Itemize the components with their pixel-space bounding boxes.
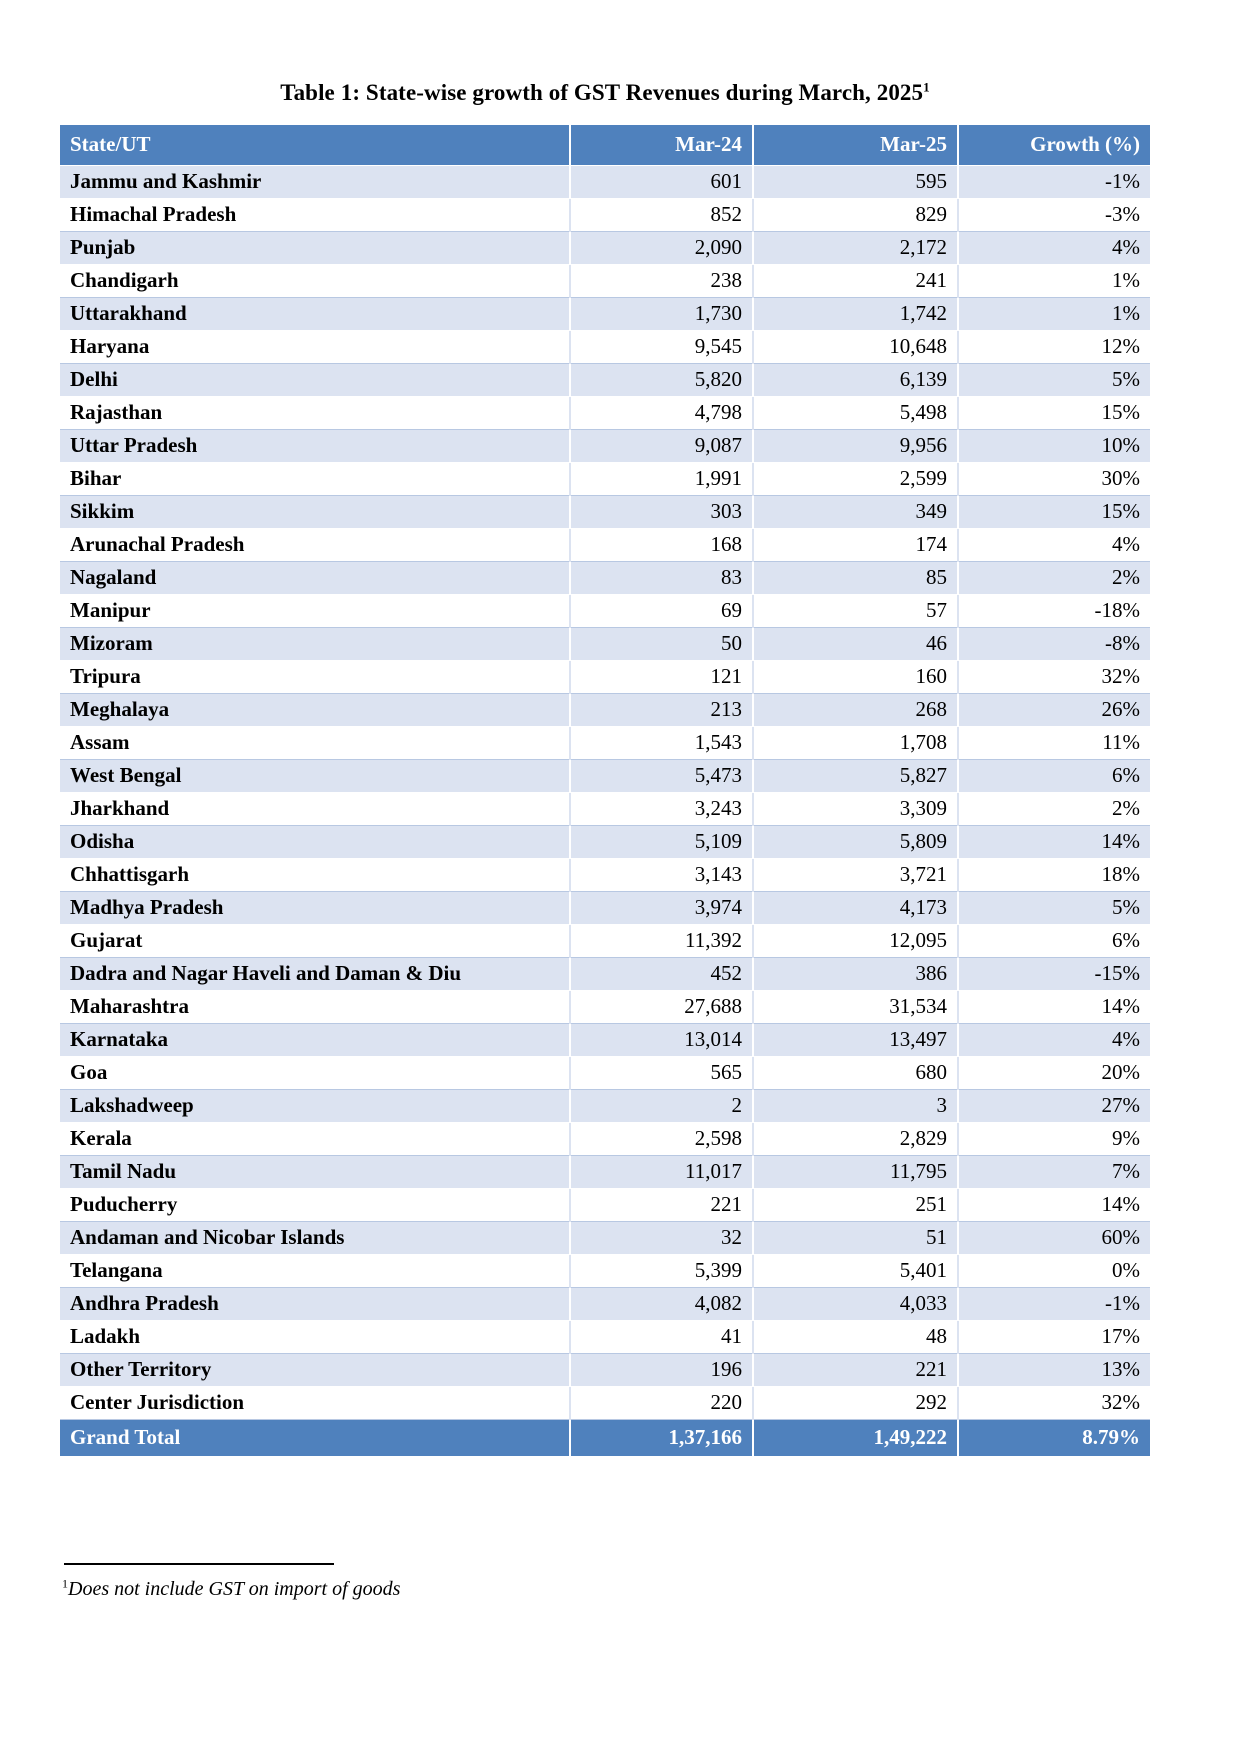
cell-state: Assam [60,727,570,760]
cell-mar25: 51 [753,1222,958,1255]
table-row [60,1222,1150,1255]
cell-mar25: 1,708 [753,727,958,760]
cell-growth: 32% [958,1387,1150,1420]
cell-growth: 18% [958,859,1150,892]
cell-mar24: 32 [570,1222,753,1255]
cell-growth: 9% [958,1123,1150,1156]
cell-mar25: 829 [753,199,958,232]
cell-state: Himachal Pradesh [60,199,570,232]
cell-mar25: 1,742 [753,298,958,331]
table-row [60,1090,1150,1123]
cell-mar24: 452 [570,958,753,991]
cell-growth: 1% [958,298,1150,331]
column-header-mar24: Mar-24 [570,125,753,166]
cell-mar25: 12,095 [753,925,958,958]
cell-mar24: 196 [570,1354,753,1387]
cell-mar25: 31,534 [753,991,958,1024]
cell-mar24: 238 [570,265,753,298]
table-row [60,1123,1150,1156]
cell-state: Telangana [60,1255,570,1288]
table-row [60,958,1150,991]
cell-mar24: 1,991 [570,463,753,496]
cell-mar25: 5,498 [753,397,958,430]
table-row [60,826,1150,859]
cell-growth: 1% [958,265,1150,298]
cell-mar24: 9,545 [570,331,753,364]
table-header [60,125,1150,166]
column-header-state: State/UT [60,125,570,166]
cell-growth: 26% [958,694,1150,727]
cell-mar25: 292 [753,1387,958,1420]
cell-state: Tamil Nadu [60,1156,570,1189]
cell-mar24: 50 [570,628,753,661]
table-row [60,562,1150,595]
table-row [60,793,1150,826]
cell-state: Sikkim [60,496,570,529]
cell-growth: 11% [958,727,1150,760]
cell-mar25: 160 [753,661,958,694]
cell-mar24: 5,820 [570,364,753,397]
cell-growth: 14% [958,1189,1150,1222]
cell-state: Gujarat [60,925,570,958]
title-footnote-marker: 1 [923,79,930,95]
table-header-row [60,125,1150,166]
table-row [60,496,1150,529]
cell-growth: 7% [958,1156,1150,1189]
cell-growth: 2% [958,562,1150,595]
cell-growth: -1% [958,166,1150,199]
cell-growth: 6% [958,760,1150,793]
cell-mar24: 220 [570,1387,753,1420]
table-row [60,1024,1150,1057]
cell-growth: 12% [958,331,1150,364]
cell-state: Andhra Pradesh [60,1288,570,1321]
cell-mar24: 121 [570,661,753,694]
table-row [60,1387,1150,1420]
cell-mar24: 27,688 [570,991,753,1024]
cell-mar25: 4,173 [753,892,958,925]
table-row [60,628,1150,661]
cell-mar24: 9,087 [570,430,753,463]
cell-mar24: 2 [570,1090,753,1123]
cell-state: Maharashtra [60,991,570,1024]
cell-state: Punjab [60,232,570,265]
cell-mar25: 57 [753,595,958,628]
column-header-growth: Growth (%) [958,125,1150,166]
cell-growth: 6% [958,925,1150,958]
cell-state: Manipur [60,595,570,628]
cell-state: Center Jurisdiction [60,1387,570,1420]
cell-total-mar25: 1,49,222 [753,1420,958,1457]
cell-growth: 27% [958,1090,1150,1123]
cell-growth: 5% [958,892,1150,925]
cell-state: Haryana [60,331,570,364]
cell-mar25: 3,721 [753,859,958,892]
cell-mar25: 3,309 [753,793,958,826]
cell-mar24: 4,082 [570,1288,753,1321]
table-row [60,331,1150,364]
cell-mar25: 11,795 [753,1156,958,1189]
cell-mar24: 221 [570,1189,753,1222]
cell-growth: -8% [958,628,1150,661]
cell-state: Madhya Pradesh [60,892,570,925]
cell-state: Goa [60,1057,570,1090]
footnote-marker: 1 [62,1576,68,1591]
footnote-separator [64,1563,334,1565]
cell-mar24: 4,798 [570,397,753,430]
cell-mar24: 5,473 [570,760,753,793]
cell-mar25: 241 [753,265,958,298]
table-row [60,1156,1150,1189]
cell-mar24: 41 [570,1321,753,1354]
cell-total-growth: 8.79% [958,1420,1150,1457]
table-row [60,991,1150,1024]
cell-state: Uttarakhand [60,298,570,331]
cell-mar25: 595 [753,166,958,199]
cell-state: Meghalaya [60,694,570,727]
cell-mar25: 2,829 [753,1123,958,1156]
cell-growth: 5% [958,364,1150,397]
cell-growth: -18% [958,595,1150,628]
cell-mar25: 349 [753,496,958,529]
cell-mar24: 3,143 [570,859,753,892]
cell-growth: 4% [958,1024,1150,1057]
table-row [60,859,1150,892]
cell-state: Tripura [60,661,570,694]
table-title-text: Table 1: State-wise growth of GST Revenues during March, 2025 [280,80,924,105]
cell-mar24: 601 [570,166,753,199]
cell-mar24: 2,090 [570,232,753,265]
cell-growth: 30% [958,463,1150,496]
cell-state: Other Territory [60,1354,570,1387]
cell-state: Delhi [60,364,570,397]
table-row [60,430,1150,463]
cell-mar24: 1,543 [570,727,753,760]
cell-mar24: 303 [570,496,753,529]
cell-state: Chhattisgarh [60,859,570,892]
cell-mar24: 213 [570,694,753,727]
table-body [60,166,1150,1457]
cell-growth: 13% [958,1354,1150,1387]
cell-mar24: 1,730 [570,298,753,331]
cell-mar25: 6,139 [753,364,958,397]
table-row [60,397,1150,430]
cell-growth: 15% [958,397,1150,430]
cell-mar25: 9,956 [753,430,958,463]
cell-growth: 10% [958,430,1150,463]
cell-state: Kerala [60,1123,570,1156]
table-row [60,1189,1150,1222]
cell-mar25: 13,497 [753,1024,958,1057]
cell-mar25: 5,827 [753,760,958,793]
cell-mar25: 46 [753,628,958,661]
table-row [60,661,1150,694]
cell-state: Jammu and Kashmir [60,166,570,199]
cell-mar24: 2,598 [570,1123,753,1156]
table-total-row [60,1420,1150,1457]
cell-mar24: 83 [570,562,753,595]
cell-state: Rajasthan [60,397,570,430]
table-row [60,265,1150,298]
table-row [60,925,1150,958]
table-row [60,1255,1150,1288]
table-row [60,1321,1150,1354]
cell-mar24: 5,399 [570,1255,753,1288]
table-row [60,1057,1150,1090]
cell-mar24: 5,109 [570,826,753,859]
table-row [60,1288,1150,1321]
cell-mar25: 2,172 [753,232,958,265]
cell-growth: 60% [958,1222,1150,1255]
cell-growth: 14% [958,991,1150,1024]
cell-state: Chandigarh [60,265,570,298]
cell-mar24: 852 [570,199,753,232]
cell-mar24: 11,017 [570,1156,753,1189]
cell-mar25: 2,599 [753,463,958,496]
cell-growth: -1% [958,1288,1150,1321]
table-row [60,364,1150,397]
cell-mar25: 680 [753,1057,958,1090]
cell-total-mar24: 1,37,166 [570,1420,753,1457]
footnote-text: Does not include GST on import of goods [68,1578,401,1600]
cell-growth: 4% [958,529,1150,562]
footnote [62,1578,400,1601]
cell-state: Lakshadweep [60,1090,570,1123]
table-row [60,529,1150,562]
cell-mar25: 5,809 [753,826,958,859]
gst-revenue-table [60,125,1150,1456]
cell-state: West Bengal [60,760,570,793]
cell-state: Odisha [60,826,570,859]
table-row [60,727,1150,760]
cell-mar25: 10,648 [753,331,958,364]
cell-mar25: 221 [753,1354,958,1387]
cell-growth: 32% [958,661,1150,694]
cell-growth: 2% [958,793,1150,826]
cell-mar24: 69 [570,595,753,628]
cell-state: Nagaland [60,562,570,595]
cell-mar25: 48 [753,1321,958,1354]
cell-state: Andaman and Nicobar Islands [60,1222,570,1255]
cell-state: Karnataka [60,1024,570,1057]
table-row [60,1354,1150,1387]
cell-state: Dadra and Nagar Haveli and Daman & Diu [60,958,570,991]
cell-mar25: 4,033 [753,1288,958,1321]
cell-mar25: 251 [753,1189,958,1222]
cell-mar24: 3,974 [570,892,753,925]
cell-total-label: Grand Total [60,1420,570,1457]
cell-growth: 20% [958,1057,1150,1090]
cell-growth: -3% [958,199,1150,232]
table-row [60,298,1150,331]
cell-state: Arunachal Pradesh [60,529,570,562]
table-row [60,892,1150,925]
column-header-mar25: Mar-25 [753,125,958,166]
table-row [60,694,1150,727]
table-row [60,463,1150,496]
cell-growth: 14% [958,826,1150,859]
cell-growth: -15% [958,958,1150,991]
cell-growth: 0% [958,1255,1150,1288]
cell-mar25: 3 [753,1090,958,1123]
cell-state: Uttar Pradesh [60,430,570,463]
cell-state: Jharkhand [60,793,570,826]
cell-growth: 4% [958,232,1150,265]
cell-mar25: 268 [753,694,958,727]
cell-state: Ladakh [60,1321,570,1354]
page-title [60,80,1150,106]
cell-mar25: 85 [753,562,958,595]
cell-mar24: 168 [570,529,753,562]
cell-state: Bihar [60,463,570,496]
table-row [60,199,1150,232]
cell-mar25: 386 [753,958,958,991]
table-row [60,760,1150,793]
cell-mar24: 11,392 [570,925,753,958]
cell-mar24: 3,243 [570,793,753,826]
cell-mar25: 5,401 [753,1255,958,1288]
table-row [60,595,1150,628]
cell-growth: 17% [958,1321,1150,1354]
cell-growth: 15% [958,496,1150,529]
cell-mar25: 174 [753,529,958,562]
table-row [60,232,1150,265]
table-row [60,166,1150,199]
cell-mar24: 565 [570,1057,753,1090]
cell-state: Puducherry [60,1189,570,1222]
cell-state: Mizoram [60,628,570,661]
cell-mar24: 13,014 [570,1024,753,1057]
